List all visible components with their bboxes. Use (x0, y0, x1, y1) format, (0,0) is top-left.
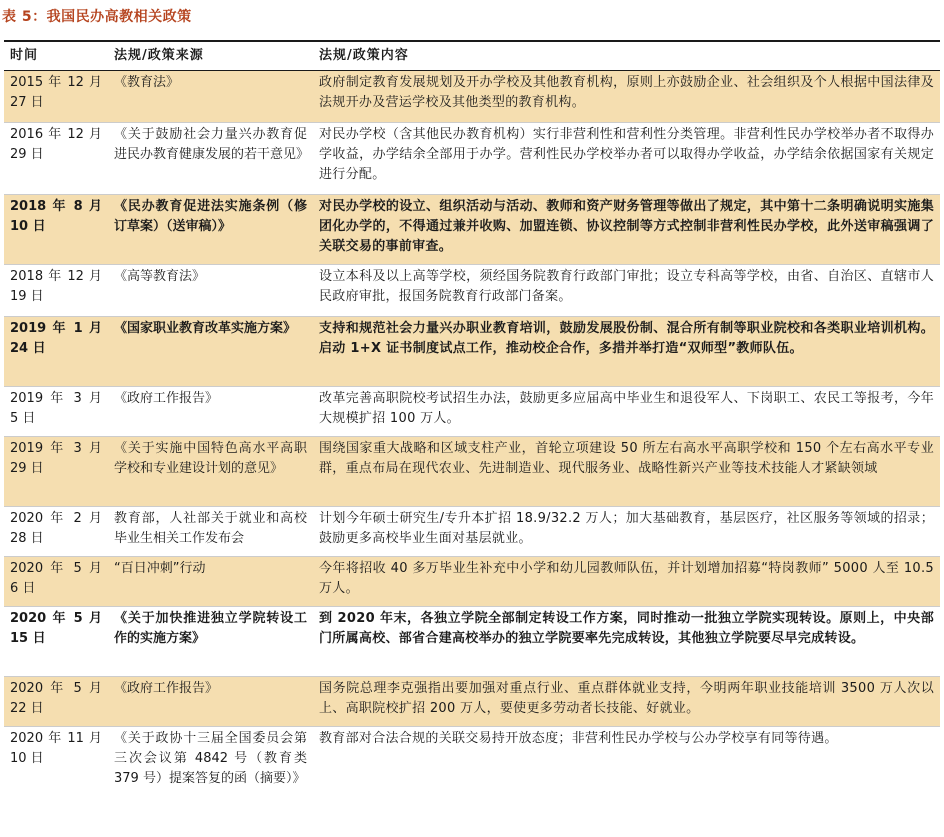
table-row (4, 71, 940, 123)
row-content: 改革完善高职院校考试招生办法，鼓励更多应届高中毕业生和退役军人、下岗职工、农民工等报考，今年大规模扩招 100 万人。 (319, 391, 934, 426)
table-row (4, 677, 940, 727)
header-source: 法规/政策来源 (114, 48, 204, 63)
row-time: 2018 年 12 月 19 日 (10, 269, 102, 304)
row-content: 今年将招收 40 多万毕业生补充中小学和幼儿园教师队伍，并计划增加招募“特岗教师” 5000 人至 10.5 万人。 (319, 561, 934, 596)
row-content: 政府制定教育发展规划及开办学校及其他教育机构，原则上亦鼓励企业、社会组织及个人根据中国法律及法规开办及营运学校及其他类型的教育机构。 (319, 75, 934, 110)
header-content: 法规/政策内容 (319, 48, 409, 63)
row-content: 对民办学校（含其他民办教育机构）实行非营利性和营利性分类管理。非营利性民办学校举办者不取得办学收益，办学结余全部用于办学。营利性民办学校举办者可以取得办学收益，办学结余依据国家有关规定进行分配。 (319, 127, 934, 182)
row-source: 《关于实施中国特色高水平高职学校和专业建设计划的意见》 (114, 441, 307, 476)
table-caption: 表 5：我国民办高教相关政策 (2, 9, 192, 25)
table-row (4, 727, 940, 817)
row-content: 支持和规范社会力量兴办职业教育培训，鼓励发展股份制、混合所有制等职业院校和各类职业培训机构。启动 1+X 证书制度试点工作，推动校企合作，多措并举打造“双师型”教师队伍。 (319, 321, 934, 356)
row-time: 2015 年 12 月 27 日 (10, 75, 102, 110)
row-source: 《关于政协十三届全国委员会第三次会议第 4842 号（教育类 379 号）提案答复的函（摘要）》 (114, 731, 307, 786)
row-time: 2020 年 5 月 15 日 (10, 611, 102, 646)
row-time: 2020 年 5 月 6 日 (10, 561, 102, 596)
table-row (4, 195, 940, 265)
row-source: 《政府工作报告》 (114, 391, 219, 406)
table-row (4, 265, 940, 317)
table-row (4, 387, 940, 437)
row-time: 2020 年 11 月 10 日 (10, 731, 102, 766)
table-header-row (4, 41, 940, 71)
row-source: 教育部，人社部关于就业和高校毕业生相关工作发布会 (114, 511, 307, 546)
table-row (4, 507, 940, 557)
header-time: 时间 (10, 48, 39, 63)
row-source: 《政府工作报告》 (114, 681, 219, 696)
row-time: 2018 年 8 月 10 日 (10, 199, 102, 234)
row-time: 2020 年 5 月 22 日 (10, 681, 102, 716)
row-source: 《国家职业教育改革实施方案》 (114, 321, 297, 336)
row-content: 对民办学校的设立、组织活动与活动、教师和资产财务管理等做出了规定，其中第十二条明确说明实施集团化办学的，不得通过兼并收购、加盟连锁、协议控制等方式控制非营利性民办学校，此外送审稿强调了关联交易的事前审查。 (319, 199, 934, 254)
row-time: 2016 年 12 月 29 日 (10, 127, 102, 162)
row-time: 2019 年 1 月 24 日 (10, 321, 102, 356)
row-source: 《教育法》 (114, 75, 180, 90)
row-source: 《关于鼓励社会力量兴办教育促进民办教育健康发展的若干意见》 (114, 127, 310, 162)
row-source: “百日冲刺”行动 (114, 561, 206, 576)
policy-table (4, 40, 940, 817)
table-row (4, 607, 940, 677)
row-time: 2020 年 2 月 28 日 (10, 511, 102, 546)
row-content: 教育部对合法合规的关联交易持开放态度；非营利性民办学校与公办学校享有同等待遇。 (319, 731, 838, 746)
row-source: 《关于加快推进独立学院转设工作的实施方案》 (114, 611, 307, 646)
row-source: 《民办教育促进法实施条例（修订草案）（送审稿）》 (114, 199, 307, 234)
table-row (4, 437, 940, 507)
table-row (4, 123, 940, 195)
row-content: 计划今年硕士研究生/专升本扩招 18.9/32.2 万人；加大基础教育，基层医疗，社区服务等领域的招录；鼓励更多高校毕业生面对基层就业。 (319, 511, 934, 546)
table-row (4, 317, 940, 387)
row-time: 2019 年 3 月 29 日 (10, 441, 102, 476)
table-row (4, 557, 940, 607)
row-time: 2019 年 3 月 5 日 (10, 391, 102, 426)
row-content: 设立本科及以上高等学校，须经国务院教育行政部门审批；设立专科高等学校，由省、自治区、直辖市人民政府审批，报国务院教育行政部门备案。 (319, 269, 934, 304)
row-content: 到 2020 年末，各独立学院全部制定转设工作方案，同时推动一批独立学院实现转设。原则上，中央部门所属高校、部省合建高校举办的独立学院要率先完成转设，其他独立学院要尽早完成转设。 (319, 611, 934, 646)
row-content: 围绕国家重大战略和区域支柱产业，首轮立项建设 50 所左右高水平高职学校和 150 个左右高水平专业群，重点布局在现代农业、先进制造业、现代服务业、战略性新兴产业等技术技能人才紧缺领域 (319, 441, 934, 476)
row-content: 国务院总理李克强指出要加强对重点行业、重点群体就业支持，今明两年职业技能培训 3500 万人次以上、高职院校扩招 200 万人，要使更多劳动者长技能、好就业。 (319, 681, 934, 716)
row-source: 《高等教育法》 (114, 269, 206, 284)
